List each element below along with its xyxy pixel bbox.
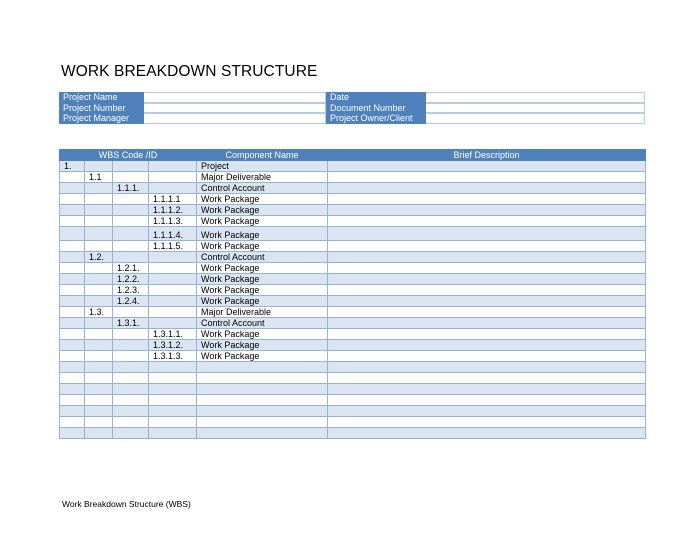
component-name-cell[interactable]: Control Account [197, 183, 328, 194]
table-row [60, 285, 646, 296]
table-row [60, 227, 646, 241]
wbs-level2-cell[interactable] [85, 395, 113, 406]
wbs-level1-cell[interactable] [60, 406, 85, 417]
wbs-level3-cell[interactable]: 1.2.4. [113, 296, 149, 307]
wbs-table-header-row [60, 150, 646, 161]
table-row [60, 161, 646, 172]
wbs-code-header: WBS Code /ID [60, 150, 197, 161]
wbs-level3-cell[interactable] [113, 172, 149, 183]
wbs-level3-cell[interactable] [113, 340, 149, 351]
wbs-level1-cell[interactable] [60, 296, 85, 307]
project-manager-field[interactable] [144, 113, 326, 124]
document-number-field[interactable] [426, 103, 645, 114]
wbs-level4-cell[interactable]: 1.1.1.3. [149, 216, 197, 227]
wbs-level1-cell[interactable] [60, 395, 85, 406]
table-row [60, 274, 646, 285]
wbs-level1-cell[interactable] [60, 194, 85, 205]
table-row [60, 263, 646, 274]
wbs-level1-cell[interactable] [60, 205, 85, 216]
table-row [60, 351, 646, 362]
wbs-level3-cell[interactable] [113, 241, 149, 252]
wbs-level3-cell[interactable] [113, 351, 149, 362]
wbs-level2-cell[interactable] [85, 274, 113, 285]
wbs-level3-cell[interactable] [113, 417, 149, 428]
wbs-level4-cell[interactable]: 1.1.1.5. [149, 241, 197, 252]
project-name-label: Project Name [59, 92, 144, 103]
component-name-cell[interactable]: Work Package [197, 296, 328, 307]
wbs-level2-cell[interactable] [85, 161, 113, 172]
wbs-level4-cell[interactable]: 1.1.1.4. [149, 227, 197, 241]
component-name-cell[interactable]: Work Package [197, 274, 328, 285]
brief-description-cell[interactable] [328, 340, 646, 351]
table-row [60, 373, 646, 384]
wbs-level3-cell[interactable] [113, 194, 149, 205]
wbs-level2-cell[interactable] [85, 351, 113, 362]
brief-description-cell[interactable] [328, 318, 646, 329]
component-name-cell[interactable]: Control Account [197, 252, 328, 263]
page-title: WORK BREAKDOWN STRUCTURE [61, 63, 318, 80]
component-name-cell[interactable]: Work Package [197, 329, 328, 340]
wbs-level1-cell[interactable] [60, 183, 85, 194]
wbs-level4-cell[interactable] [149, 428, 197, 439]
component-name-header: Component Name [197, 150, 328, 161]
project-number-label: Project Number [59, 103, 144, 114]
table-row [60, 216, 646, 227]
footer-text: Work Breakdown Structure (WBS) [62, 499, 191, 509]
table-row [60, 307, 646, 318]
component-name-cell[interactable]: Project [197, 161, 328, 172]
wbs-level1-cell[interactable] [60, 428, 85, 439]
wbs-level2-cell[interactable] [85, 216, 113, 227]
wbs-level4-cell[interactable] [149, 296, 197, 307]
brief-description-cell[interactable] [328, 161, 646, 172]
component-name-cell[interactable] [197, 406, 328, 417]
wbs-level1-cell[interactable] [60, 318, 85, 329]
table-row [60, 428, 646, 439]
brief-description-cell[interactable] [328, 227, 646, 241]
wbs-level4-cell[interactable] [149, 172, 197, 183]
wbs-level1-cell[interactable] [60, 263, 85, 274]
brief-description-cell[interactable] [328, 428, 646, 439]
wbs-level2-cell[interactable] [85, 263, 113, 274]
wbs-level2-cell[interactable] [85, 318, 113, 329]
wbs-level3-cell[interactable] [113, 227, 149, 241]
wbs-level2-cell[interactable] [85, 384, 113, 395]
wbs-level3-cell[interactable] [113, 252, 149, 263]
wbs-level1-cell[interactable] [60, 340, 85, 351]
component-name-cell[interactable]: Major Deliverable [197, 172, 328, 183]
component-name-cell[interactable]: Work Package [197, 216, 328, 227]
wbs-level2-cell[interactable] [85, 205, 113, 216]
wbs-level3-cell[interactable]: 1.2.3. [113, 285, 149, 296]
wbs-level4-cell[interactable] [149, 395, 197, 406]
project-info-header [59, 92, 645, 124]
wbs-level1-cell[interactable] [60, 172, 85, 183]
table-row [60, 194, 646, 205]
wbs-level4-cell[interactable]: 1.3.1.3. [149, 351, 197, 362]
table-row [60, 318, 646, 329]
table-row [60, 340, 646, 351]
wbs-level2-cell[interactable] [85, 241, 113, 252]
brief-description-cell[interactable] [328, 241, 646, 252]
wbs-level4-cell[interactable] [149, 373, 197, 384]
brief-description-cell[interactable] [328, 395, 646, 406]
wbs-level4-cell[interactable] [149, 161, 197, 172]
wbs-table-body [60, 161, 646, 439]
wbs-level1-cell[interactable] [60, 307, 85, 318]
table-row [60, 417, 646, 428]
table-row [60, 329, 646, 340]
component-name-cell[interactable] [197, 395, 328, 406]
wbs-level1-cell[interactable] [60, 351, 85, 362]
document-number-label: Document Number [326, 103, 426, 114]
component-name-cell[interactable]: Work Package [197, 227, 328, 241]
wbs-level3-cell[interactable]: 1.2.2. [113, 274, 149, 285]
wbs-level4-cell[interactable] [149, 362, 197, 373]
date-field[interactable] [426, 92, 645, 103]
wbs-level1-cell[interactable] [60, 285, 85, 296]
table-row [60, 172, 646, 183]
wbs-level4-cell[interactable] [149, 263, 197, 274]
brief-description-cell[interactable] [328, 351, 646, 362]
brief-description-header: Brief Description [328, 150, 646, 161]
wbs-level3-cell[interactable] [113, 161, 149, 172]
wbs-level2-cell[interactable] [85, 285, 113, 296]
wbs-level4-cell[interactable]: 1.1.1.2. [149, 205, 197, 216]
wbs-level3-cell[interactable] [113, 395, 149, 406]
brief-description-cell[interactable] [328, 329, 646, 340]
component-name-cell[interactable]: Control Account [197, 318, 328, 329]
brief-description-cell[interactable] [328, 384, 646, 395]
wbs-level2-cell[interactable]: 1.3. [85, 307, 113, 318]
brief-description-cell[interactable] [328, 285, 646, 296]
wbs-level1-cell[interactable] [60, 417, 85, 428]
table-row [60, 241, 646, 252]
wbs-level2-cell[interactable] [85, 373, 113, 384]
brief-description-cell[interactable] [328, 373, 646, 384]
wbs-level1-cell[interactable] [60, 241, 85, 252]
brief-description-cell[interactable] [328, 406, 646, 417]
wbs-level3-cell[interactable]: 1.1.1. [113, 183, 149, 194]
wbs-level4-cell[interactable] [149, 285, 197, 296]
wbs-level2-cell[interactable]: 1.1 [85, 172, 113, 183]
brief-description-cell[interactable] [328, 252, 646, 263]
wbs-level4-cell[interactable] [149, 183, 197, 194]
component-name-cell[interactable]: Work Package [197, 205, 328, 216]
wbs-level4-cell[interactable] [149, 318, 197, 329]
brief-description-cell[interactable] [328, 263, 646, 274]
component-name-cell[interactable]: Work Package [197, 263, 328, 274]
component-name-cell[interactable] [197, 428, 328, 439]
brief-description-cell[interactable] [328, 194, 646, 205]
project-owner-label: Project Owner/Client [326, 113, 426, 124]
wbs-level4-cell[interactable] [149, 252, 197, 263]
table-row [60, 395, 646, 406]
wbs-level1-cell[interactable]: 1. [60, 161, 85, 172]
wbs-level2-cell[interactable] [85, 362, 113, 373]
wbs-level4-cell[interactable] [149, 274, 197, 285]
component-name-cell[interactable]: Work Package [197, 351, 328, 362]
wbs-level3-cell[interactable] [113, 373, 149, 384]
table-row [60, 296, 646, 307]
wbs-level1-cell[interactable] [60, 384, 85, 395]
component-name-cell[interactable]: Work Package [197, 340, 328, 351]
wbs-level3-cell[interactable] [113, 362, 149, 373]
wbs-level2-cell[interactable] [85, 194, 113, 205]
wbs-level2-cell[interactable] [85, 227, 113, 241]
wbs-level3-cell[interactable]: 1.2.1. [113, 263, 149, 274]
project-manager-label: Project Manager [59, 113, 144, 124]
brief-description-cell[interactable] [328, 205, 646, 216]
component-name-cell[interactable] [197, 384, 328, 395]
wbs-level3-cell[interactable] [113, 307, 149, 318]
wbs-level4-cell[interactable] [149, 417, 197, 428]
wbs-level1-cell[interactable] [60, 329, 85, 340]
wbs-level3-cell[interactable] [113, 216, 149, 227]
wbs-level3-cell[interactable]: 1.3.1. [113, 318, 149, 329]
wbs-level4-cell[interactable]: 1.3.1.2. [149, 340, 197, 351]
brief-description-cell[interactable] [328, 216, 646, 227]
brief-description-cell[interactable] [328, 296, 646, 307]
wbs-level3-cell[interactable] [113, 406, 149, 417]
component-name-cell[interactable]: Work Package [197, 285, 328, 296]
wbs-level4-cell[interactable] [149, 406, 197, 417]
wbs-level2-cell[interactable] [85, 329, 113, 340]
wbs-level2-cell[interactable] [85, 340, 113, 351]
wbs-level2-cell[interactable] [85, 406, 113, 417]
project-owner-field[interactable] [426, 113, 645, 124]
wbs-level2-cell[interactable] [85, 183, 113, 194]
brief-description-cell[interactable] [328, 274, 646, 285]
table-row [60, 406, 646, 417]
table-row [60, 205, 646, 216]
component-name-cell[interactable] [197, 362, 328, 373]
wbs-level2-cell[interactable]: 1.2. [85, 252, 113, 263]
table-row [60, 362, 646, 373]
wbs-level4-cell[interactable] [149, 307, 197, 318]
component-name-cell[interactable] [197, 417, 328, 428]
wbs-level4-cell[interactable]: 1.1.1.1 [149, 194, 197, 205]
wbs-level3-cell[interactable] [113, 205, 149, 216]
wbs-level4-cell[interactable] [149, 384, 197, 395]
component-name-cell[interactable]: Major Deliverable [197, 307, 328, 318]
component-name-cell[interactable] [197, 373, 328, 384]
brief-description-cell[interactable] [328, 172, 646, 183]
wbs-level1-cell[interactable] [60, 216, 85, 227]
wbs-level3-cell[interactable] [113, 428, 149, 439]
wbs-level3-cell[interactable] [113, 329, 149, 340]
table-row [60, 183, 646, 194]
date-label: Date [326, 92, 426, 103]
brief-description-cell[interactable] [328, 362, 646, 373]
wbs-level1-cell[interactable] [60, 362, 85, 373]
component-name-cell[interactable]: Work Package [197, 241, 328, 252]
brief-description-cell[interactable] [328, 307, 646, 318]
wbs-level2-cell[interactable] [85, 296, 113, 307]
table-row [60, 384, 646, 395]
project-name-field[interactable] [144, 92, 326, 103]
brief-description-cell[interactable] [328, 183, 646, 194]
wbs-level3-cell[interactable] [113, 384, 149, 395]
wbs-level4-cell[interactable]: 1.3.1.1. [149, 329, 197, 340]
wbs-level2-cell[interactable] [85, 417, 113, 428]
component-name-cell[interactable]: Work Package [197, 194, 328, 205]
wbs-level1-cell[interactable] [60, 274, 85, 285]
project-number-field[interactable] [144, 103, 326, 114]
wbs-level1-cell[interactable] [60, 373, 85, 384]
table-row [60, 252, 646, 263]
wbs-level2-cell[interactable] [85, 428, 113, 439]
wbs-level1-cell[interactable] [60, 227, 85, 241]
wbs-level1-cell[interactable] [60, 252, 85, 263]
brief-description-cell[interactable] [328, 417, 646, 428]
wbs-table [59, 149, 646, 439]
